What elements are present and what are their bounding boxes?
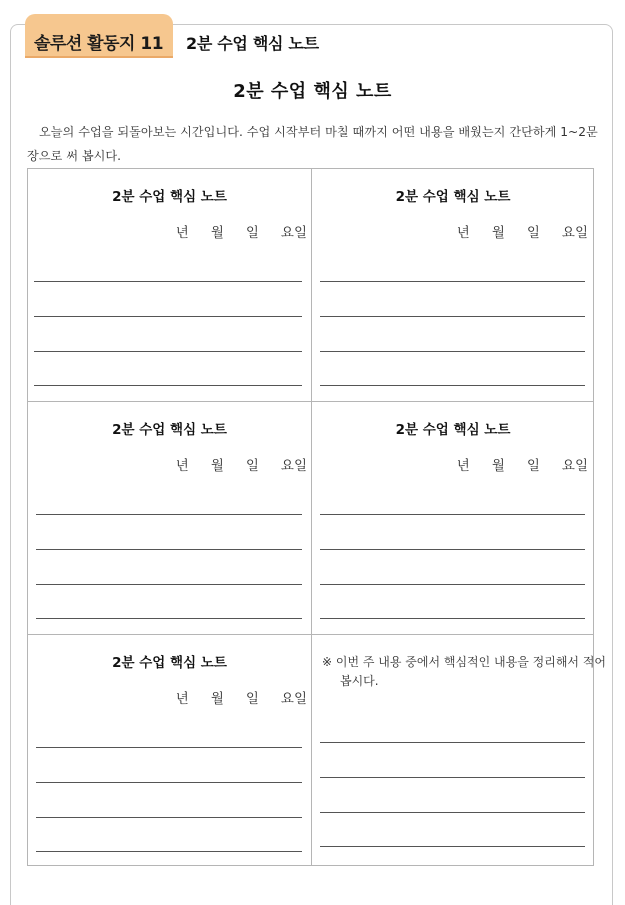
weekday-label: 요일 [280,691,307,707]
writing-line[interactable] [320,777,585,778]
writing-line[interactable] [36,549,302,550]
summary-instruction: ※ 이번 주 내용 중에서 핵심적인 내용을 정리해서 적어봅시다. [322,655,607,688]
note-cell-title: 2분 수업 핵심 노트 [395,189,511,205]
summary-cell [312,635,607,865]
page-title: 2분 수업 핵심 노트 [233,81,392,102]
day-label: 일 [526,458,540,474]
month-label: 월 [210,691,224,707]
writing-line[interactable] [320,584,585,585]
writing-line[interactable] [36,514,302,515]
date-row [435,221,588,241]
writing-line[interactable] [320,514,585,515]
header-title: 2분 수업 핵심 노트 [186,34,319,53]
writing-line[interactable] [320,549,585,550]
writing-line[interactable] [320,385,585,386]
note-cell-title: 2분 수업 핵심 노트 [112,422,227,438]
writing-line[interactable] [320,812,585,813]
year-label: 년 [456,225,470,241]
notes-grid [27,168,607,866]
note-cell [28,635,311,865]
note-cell [312,402,594,634]
date-row [154,687,307,707]
weekday-label: 요일 [280,458,307,474]
day-label: 일 [245,691,259,707]
note-cell-title: 2분 수업 핵심 노트 [112,189,227,205]
weekday-label: 요일 [561,225,588,241]
writing-line[interactable] [36,851,302,852]
day-label: 일 [526,225,540,241]
month-label: 월 [491,458,505,474]
date-row [435,454,588,474]
writing-line[interactable] [36,584,302,585]
writing-line[interactable] [36,817,302,818]
date-row [154,221,307,241]
writing-line[interactable] [320,846,585,847]
writing-line[interactable] [34,281,302,282]
note-cell [28,169,311,401]
writing-line[interactable] [36,782,302,783]
day-label: 일 [245,225,259,241]
writing-line[interactable] [36,747,302,748]
month-label: 월 [210,225,224,241]
year-label: 년 [456,458,470,474]
note-cell [28,402,311,634]
writing-line[interactable] [320,742,585,743]
activity-tab-label: 솔루션 활동지 11 [34,34,164,54]
instructions: 오늘의 수업을 되돌아보는 시간입니다. 수업 시작부터 마칠 때까지 어떤 내용을 배웠는지 간단하게 1~2문장으로 써 봅시다. [27,125,598,163]
note-cell-title: 2분 수업 핵심 노트 [112,655,227,671]
note-cell-title: 2분 수업 핵심 노트 [395,422,511,438]
writing-line[interactable] [34,385,302,386]
writing-line[interactable] [320,281,585,282]
note-cell [312,169,594,401]
day-label: 일 [245,458,259,474]
date-row [154,454,307,474]
year-label: 년 [175,225,189,241]
year-label: 년 [175,458,189,474]
month-label: 월 [210,458,224,474]
writing-line[interactable] [34,351,302,352]
year-label: 년 [175,691,189,707]
weekday-label: 요일 [280,225,307,241]
weekday-label: 요일 [561,458,588,474]
writing-line[interactable] [320,316,585,317]
writing-line[interactable] [320,351,585,352]
writing-line[interactable] [34,316,302,317]
writing-line[interactable] [36,618,302,619]
month-label: 월 [491,225,505,241]
writing-line[interactable] [320,618,585,619]
